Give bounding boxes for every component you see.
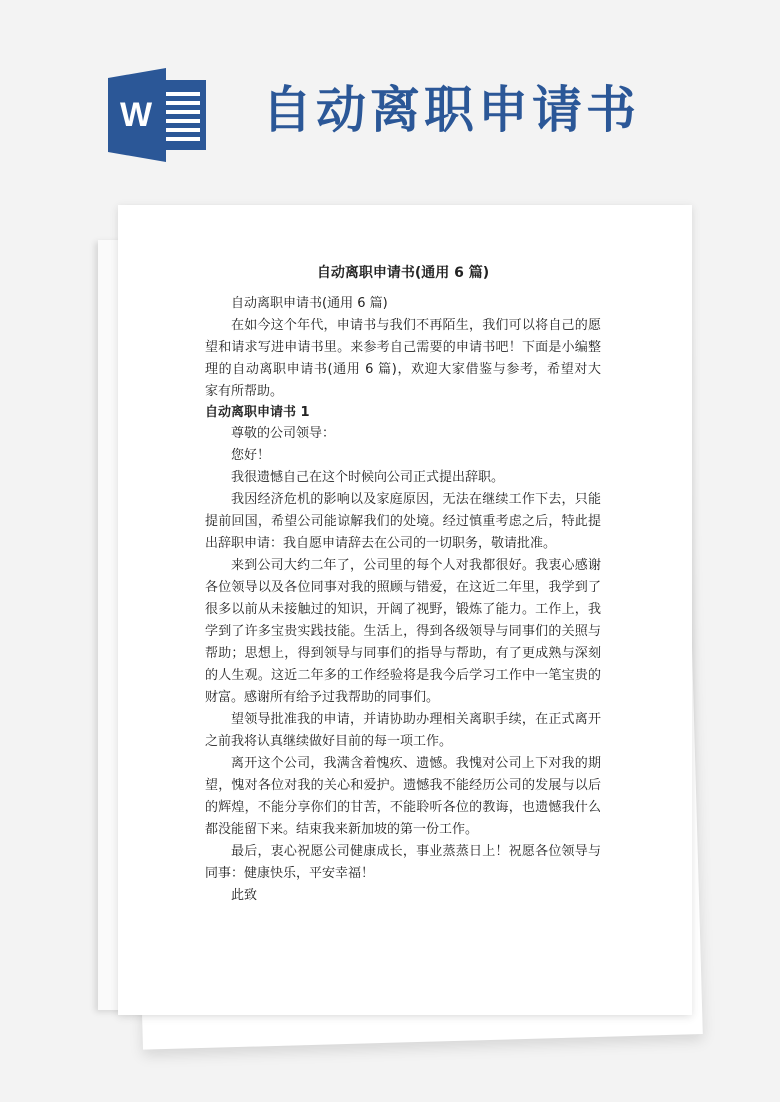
text-line: 最后，衷心祝愿公司健康成长，事业蒸蒸日上！祝愿各位领导与 bbox=[231, 844, 601, 859]
text-line: 望领导批准我的申请，并请协助办理相关离职手续，在正式离开 bbox=[231, 712, 601, 727]
text-line: 尊敬的公司领导： bbox=[231, 426, 336, 441]
paragraph bbox=[205, 555, 601, 709]
text-line: 都没能留下来。结束我来新加坡的第一份工作。 bbox=[205, 822, 479, 837]
document-title: 自动离职申请书(通用 6 篇) bbox=[316, 265, 490, 281]
paragraph bbox=[205, 467, 601, 489]
text-line: 您好！ bbox=[231, 448, 271, 463]
text-line: 在如今这个年代，申请书与我们不再陌生，我们可以将自己的愿 bbox=[231, 318, 601, 333]
text-line: 家有所帮助。 bbox=[205, 384, 284, 399]
paragraph bbox=[205, 709, 601, 753]
text-line: 我因经济危机的影响以及家庭原因，无法在继续工作下去，只能 bbox=[231, 492, 601, 507]
paragraph bbox=[205, 423, 601, 445]
text-line: 各位领导以及各位同事对我的照顾与错爱，在这近二年里，我学到了 bbox=[205, 580, 601, 595]
paragraph bbox=[205, 489, 601, 555]
section-heading: 自动离职申请书 1 bbox=[205, 405, 310, 420]
paragraph bbox=[205, 885, 601, 907]
text-line: 望，愧对各位对我的关心和爱护。遗憾我不能经历公司的发展与以后 bbox=[205, 778, 601, 793]
text-line: 同事：健康快乐，平安幸福！ bbox=[205, 866, 375, 881]
text-line: 望和请求写进申请书里。来参考自己需要的申请书吧！下面是小编整 bbox=[205, 340, 601, 355]
text-line: 自动离职申请书(通用 6 篇) bbox=[231, 296, 388, 311]
svg-text:W: W bbox=[119, 96, 153, 134]
paragraph bbox=[205, 445, 601, 467]
text-line: 帮助；思想上，得到领导与同事们的指导与帮助，有了更成熟与深刻 bbox=[205, 646, 601, 661]
document-page bbox=[118, 205, 692, 1015]
text-line: 学到了许多宝贵实践技能。生活上，得到各级领导与同事们的关照与 bbox=[205, 624, 601, 639]
text-line: 之前我将认真继续做好目前的每一项工作。 bbox=[205, 734, 453, 749]
text-line: 此致 bbox=[231, 888, 258, 903]
text-line: 财富。感谢所有给予过我帮助的同事们。 bbox=[205, 690, 440, 705]
text-line: 来到公司大约二年了，公司里的每个人对我都很好。我衷心感谢 bbox=[231, 558, 601, 573]
text-line: 离开这个公司，我满含着愧疚、遗憾。我愧对公司上下对我的期 bbox=[231, 756, 601, 771]
text-line: 的人生观。这近二年多的工作经验将是我今后学习工作中一笔宝贵的 bbox=[205, 668, 601, 683]
word-document-icon bbox=[108, 68, 208, 162]
text-line: 我很遗憾自己在这个时候向公司正式提出辞职。 bbox=[231, 470, 505, 485]
paragraph bbox=[205, 315, 601, 403]
text-line: 很多以前从未接触过的知识，开阔了视野，锻炼了能力。工作上，我 bbox=[205, 602, 601, 617]
text-line: 的辉煌，不能分享你们的甘苦，不能聆听各位的教诲，也遗憾我什么 bbox=[205, 800, 601, 815]
paragraph bbox=[205, 841, 601, 885]
paragraph bbox=[205, 753, 601, 841]
document-body bbox=[205, 263, 601, 907]
banner-title: 自动离职申请书 bbox=[262, 80, 640, 139]
paragraph bbox=[205, 293, 601, 315]
text-line: 理的自动离职申请书(通用 6 篇)，欢迎大家借鉴与参考，希望对大 bbox=[205, 362, 601, 377]
text-line: 提前回国，希望公司能谅解我们的处境。经过慎重考虑之后，特此提 bbox=[205, 514, 601, 529]
text-line: 出辞职申请：我自愿申请辞去在公司的一切职务，敬请批准。 bbox=[205, 536, 557, 551]
